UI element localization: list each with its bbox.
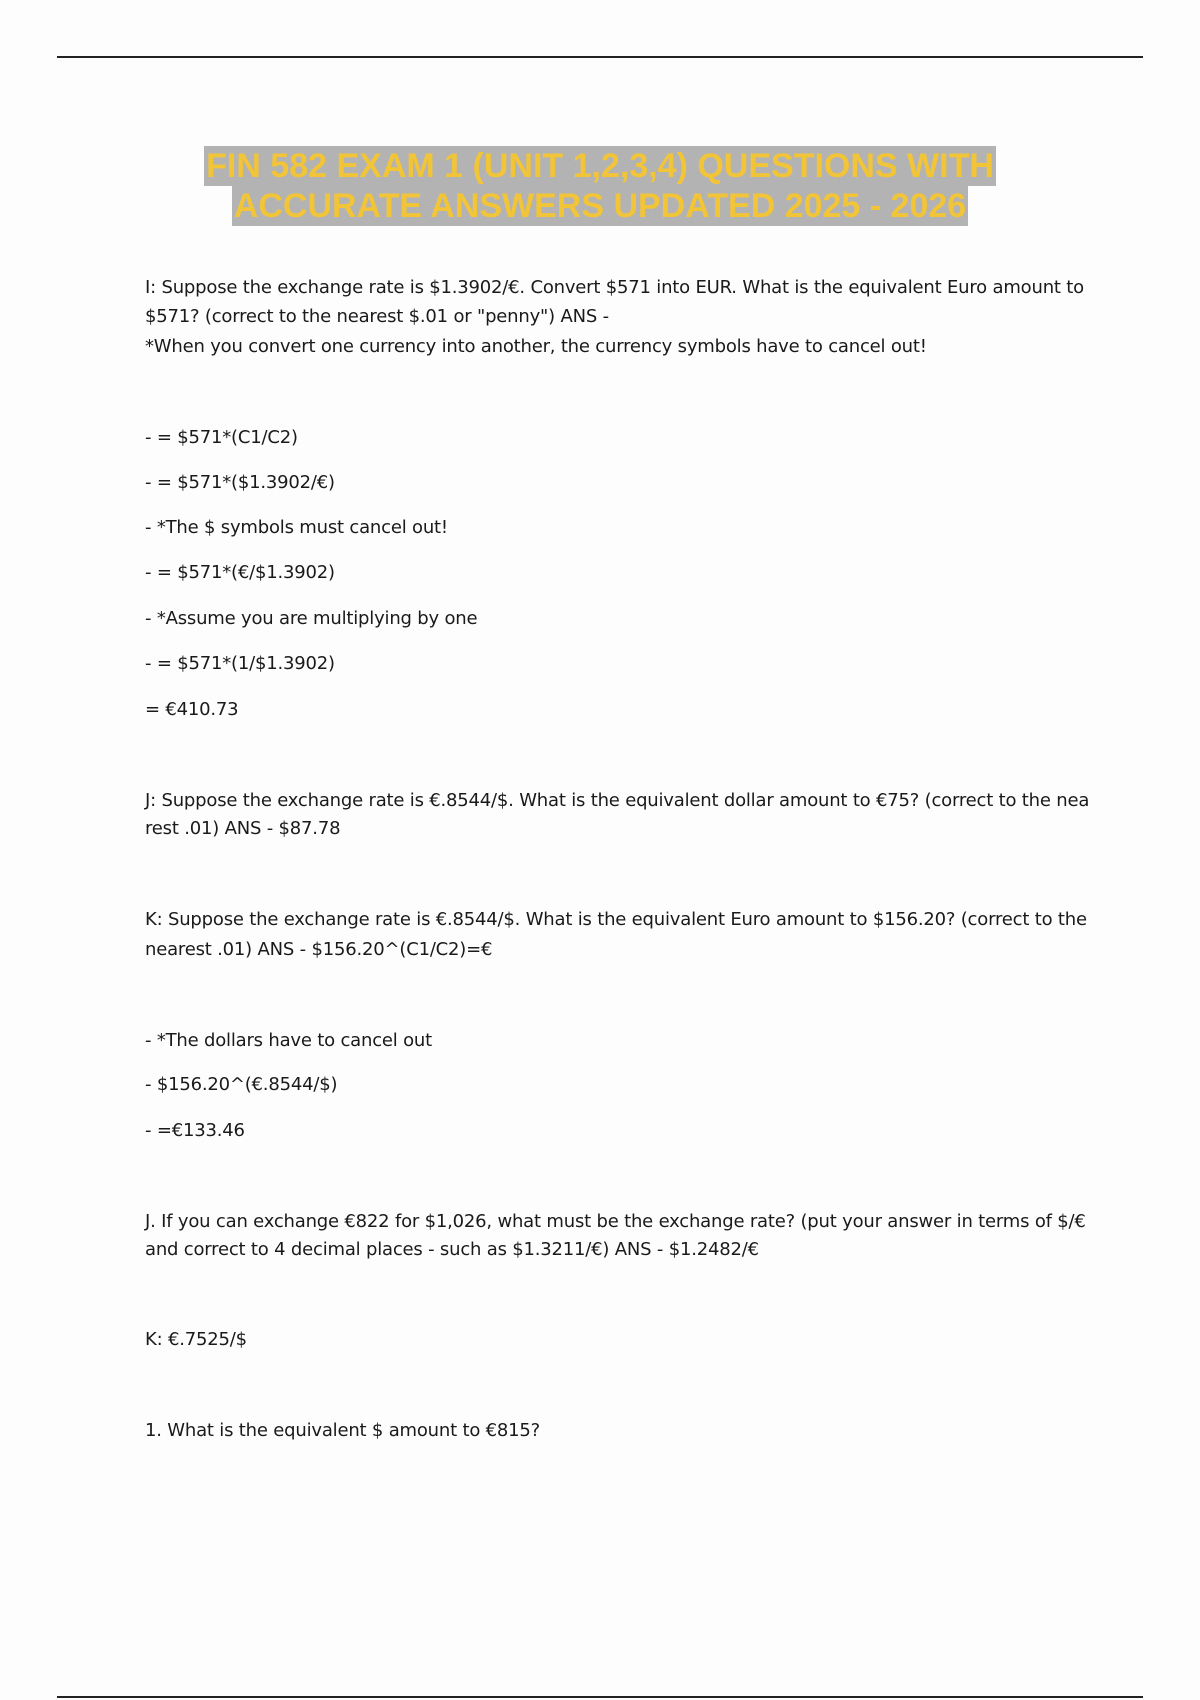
question-k-line-2: nearest .01) ANS - $156.20^(C1/C2)=€ [145,939,493,960]
question-j2-line-2: and correct to 4 decimal places - such as $1.3211/€) ANS - $1.2482/€ [145,1239,759,1260]
bottom-rule [57,1696,1143,1698]
question-j-line-2: rest .01) ANS - $87.78 [145,818,341,839]
question-i-step: - = $571*(C1/C2) [145,427,298,448]
question-i-step: - = $571*(1/$1.3902) [145,653,335,674]
title-line-1: FIN 582 EXAM 1 (UNIT 1,2,3,4) QUESTIONS WITH [206,147,994,185]
question-k-step: - $156.20^(€.8544/$) [145,1074,338,1095]
top-rule [57,56,1143,58]
question-j2-line-1: J. If you can exchange €822 for $1,026, what must be the exchange rate? (put your answer in terms of $/€ [145,1211,1086,1232]
question-i-line-1: I: Suppose the exchange rate is $1.3902/€. Convert $571 into EUR. What is the equivalent Euro amount to [145,277,1084,298]
question-i-step: - *The $ symbols must cancel out! [145,517,448,538]
document-title [0,146,1200,226]
question-i-note: *When you convert one currency into another, the currency symbols have to cancel out! [145,336,927,357]
question-k-line-1: K: Suppose the exchange rate is €.8544/$. What is the equivalent Euro amount to $156.20? (correct to the [145,909,1087,930]
question-i-line-2: $571? (correct to the nearest $.01 or "penny") ANS - [145,306,609,327]
question-i-result: = €410.73 [145,699,239,720]
question-k2-line-1: K: €.7525/$ [145,1329,247,1350]
question-k-step: - *The dollars have to cancel out [145,1030,432,1051]
question-k-result: - =€133.46 [145,1120,245,1141]
question-i-step: - = $571*($1.3902/€) [145,472,335,493]
question-j-line-1: J: Suppose the exchange rate is €.8544/$. What is the equivalent dollar amount to €75? (correct to the nea [145,790,1090,811]
question-1-line-1: 1. What is the equivalent $ amount to €815? [145,1420,541,1441]
title-line-2: ACCURATE ANSWERS UPDATED 2025 - 2026 [233,187,967,225]
question-i-step: - *Assume you are multiplying by one [145,608,478,629]
question-i-step: - = $571*(€/$1.3902) [145,562,335,583]
